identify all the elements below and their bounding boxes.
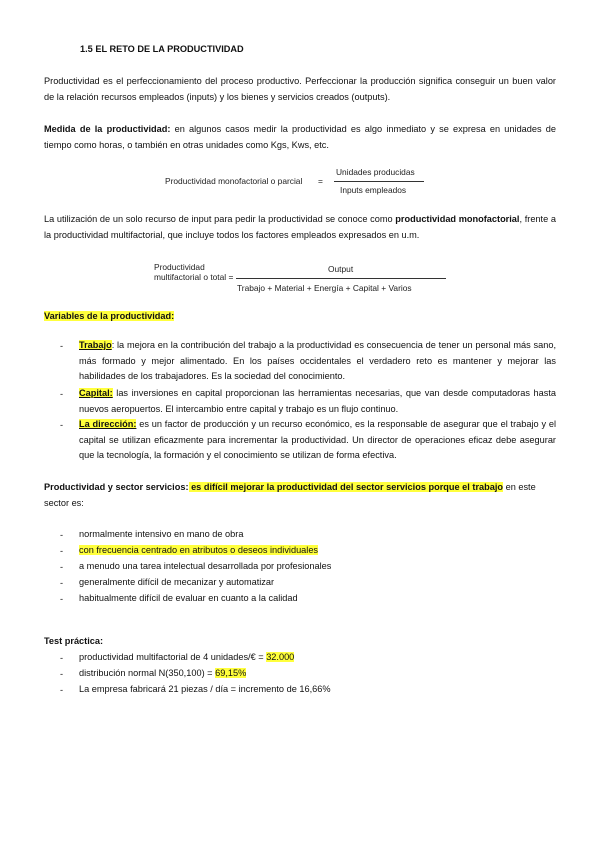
mono-bold: productividad monofactorial [395,214,520,224]
bullet-dash: - [60,562,64,572]
formula2-fraction-bar [236,278,446,279]
servicio-text: generalmente difícil de mecanizar y automatizar [79,577,275,587]
monofactorial-paragraph [44,212,556,243]
bullet-dash: - [60,578,64,588]
formula2-denominator: Trabajo + Material + Energía + Capital + Varios [237,283,412,293]
formula2-numerator: Output [328,264,354,274]
bullet-dash: - [60,594,64,604]
servicio-text: habitualmente difícil de evaluar en cuanto a la calidad [79,593,298,603]
medida-text: en algunos casos medir la productividad es algo inmediato y se expresa en unidades de tiempo como horas, o también en otras unidades como Kgs, Kws, etc. [44,124,557,150]
list-item [79,386,556,417]
formula1-denominator: Inputs empleados [340,185,407,195]
variable-text: : la mejora en la contribución del trabajo a la productividad es consecuencia de tener un personal más sano, más formado y mejor alimentado. En los países occidentales el verdadero reto es mantener y mejorar las habilidades de los trabajadores. Es la sociedad del conocimiento. [79,340,556,382]
medida-label: Medida de la productividad: [44,124,171,134]
bullet-dash: - [60,546,64,556]
servicios-highlight: es difícil mejorar la productividad del sector servicios porque el trabajo [188,482,504,492]
formula1-equals: = [318,176,323,186]
test-text: distribución normal N(350,100) = [79,668,216,678]
formula1-lhs: Productividad monofactorial o parcial [165,176,303,186]
variables-title-text: Variables de la productividad: [44,311,175,321]
bullet-dash: - [60,685,64,695]
intro-paragraph: Productividad es el perfeccionamiento del proceso productivo. Perfeccionar la producción significa conseguir un buen valor de la relación recursos empleados (inputs) y los bienes y servicios creados (outputs). [44,76,556,102]
mono-text-1: La utilización de un solo recurso de input para pedir la productividad se conoce como [44,214,396,224]
test-text: La empresa fabricará 21 piezas / día = incremento de 16,66% [79,684,331,694]
bullet-dash: - [60,653,64,663]
list-item [79,650,556,666]
list-item [79,575,556,591]
formula1-numerator: Unidades producidas [336,167,415,177]
variable-label: La dirección: [79,419,137,429]
medida-paragraph [44,122,556,153]
variable-label: Capital: [79,388,113,398]
servicios-label: Productividad y sector servicios: [44,482,189,492]
list-item [79,527,556,543]
formula1-fraction-bar [334,181,424,182]
mono-text-2: , frente a la productividad multifactorial, que incluye todos los factores empleados expresados en u.m. [44,214,556,240]
section-heading: 1.5 EL RETO DE LA PRODUCTIVIDAD [80,44,244,54]
test-text: productividad multifactorial de 4 unidades/€ = [79,652,267,662]
bullet-dash: - [60,669,64,679]
test-answer: 69,15% [215,668,247,678]
list-item [79,559,556,575]
list-item [79,666,556,682]
variable-label: Trabajo [79,340,112,350]
formula2-lhs-line2: multifactorial o total = [154,272,234,282]
test-title: Test práctica: [44,636,104,646]
list-item [79,682,556,698]
list-item [79,543,556,559]
servicio-text: a menudo una tarea intelectual desarrollada por profesionales [79,561,332,571]
formula2-lhs-line1: Productividad [154,262,205,272]
list-item [79,591,556,607]
list-item [79,338,556,385]
bullet-dash: - [60,420,64,430]
test-answer: 32.000 [266,652,295,662]
servicios-paragraph [44,480,556,511]
servicio-text: normalmente intensivo en mano de obra [79,529,244,539]
bullet-dash: - [60,530,64,540]
servicios-rest: en este sector es: [44,482,536,508]
variable-text: las inversiones en capital proporcionan las herramientas necesarias, que van desde computadoras hasta nuevos aeropuertos. El intercambio entre capital y trabajo es un flujo continuo. [79,388,556,414]
variable-text: es un factor de producción y un recurso económico, es la responsable de asegurar que el trabajo y el capital se utilizan eficazmente para incrementar la productividad. Un director de operaciones eficaz debe asegurar que la tecnología, la formación y el conocimiento se utilizan de forma efectiva. [79,419,556,461]
variables-title [44,309,174,325]
bullet-dash: - [60,341,64,351]
servicio-text-highlighted: con frecuencia centrado en atributos o deseos individuales [79,545,319,555]
bullet-dash: - [60,389,64,399]
list-item [79,417,556,464]
